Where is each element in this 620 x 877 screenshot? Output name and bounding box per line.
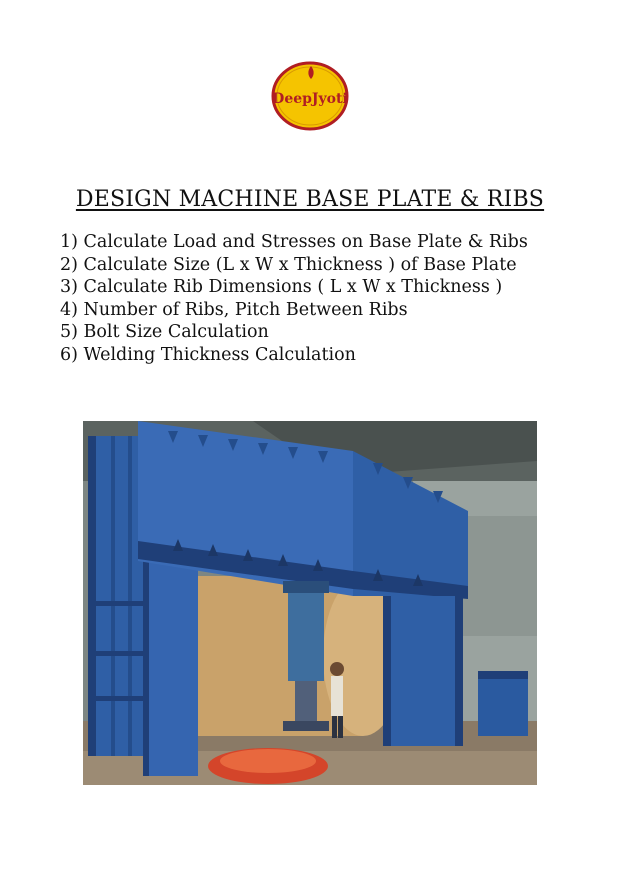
list-item: 6) Welding Thickness Calculation	[60, 344, 356, 365]
list-item: 4) Number of Ribs, Pitch Between Ribs	[60, 299, 408, 320]
logo-text: DeepJyoti	[272, 91, 348, 107]
deepjyoti-logo-icon	[270, 58, 350, 132]
calculation-steps-list	[60, 231, 528, 367]
list-item: 2) Calculate Size (L x W x Thickness ) of Base Plate	[60, 254, 517, 275]
machine-photo	[83, 421, 537, 785]
list-item: 5) Bolt Size Calculation	[60, 322, 269, 343]
machine-frame-illustration	[83, 421, 537, 785]
company-logo	[270, 58, 350, 132]
list-item: 3) Calculate Rib Dimensions ( L x W x Thickness )	[60, 277, 503, 298]
list-item: 1) Calculate Load and Stresses on Base Plate & Ribs	[60, 232, 528, 252]
page-title: DESIGN MACHINE BASE PLATE & RIBS	[75, 187, 545, 212]
